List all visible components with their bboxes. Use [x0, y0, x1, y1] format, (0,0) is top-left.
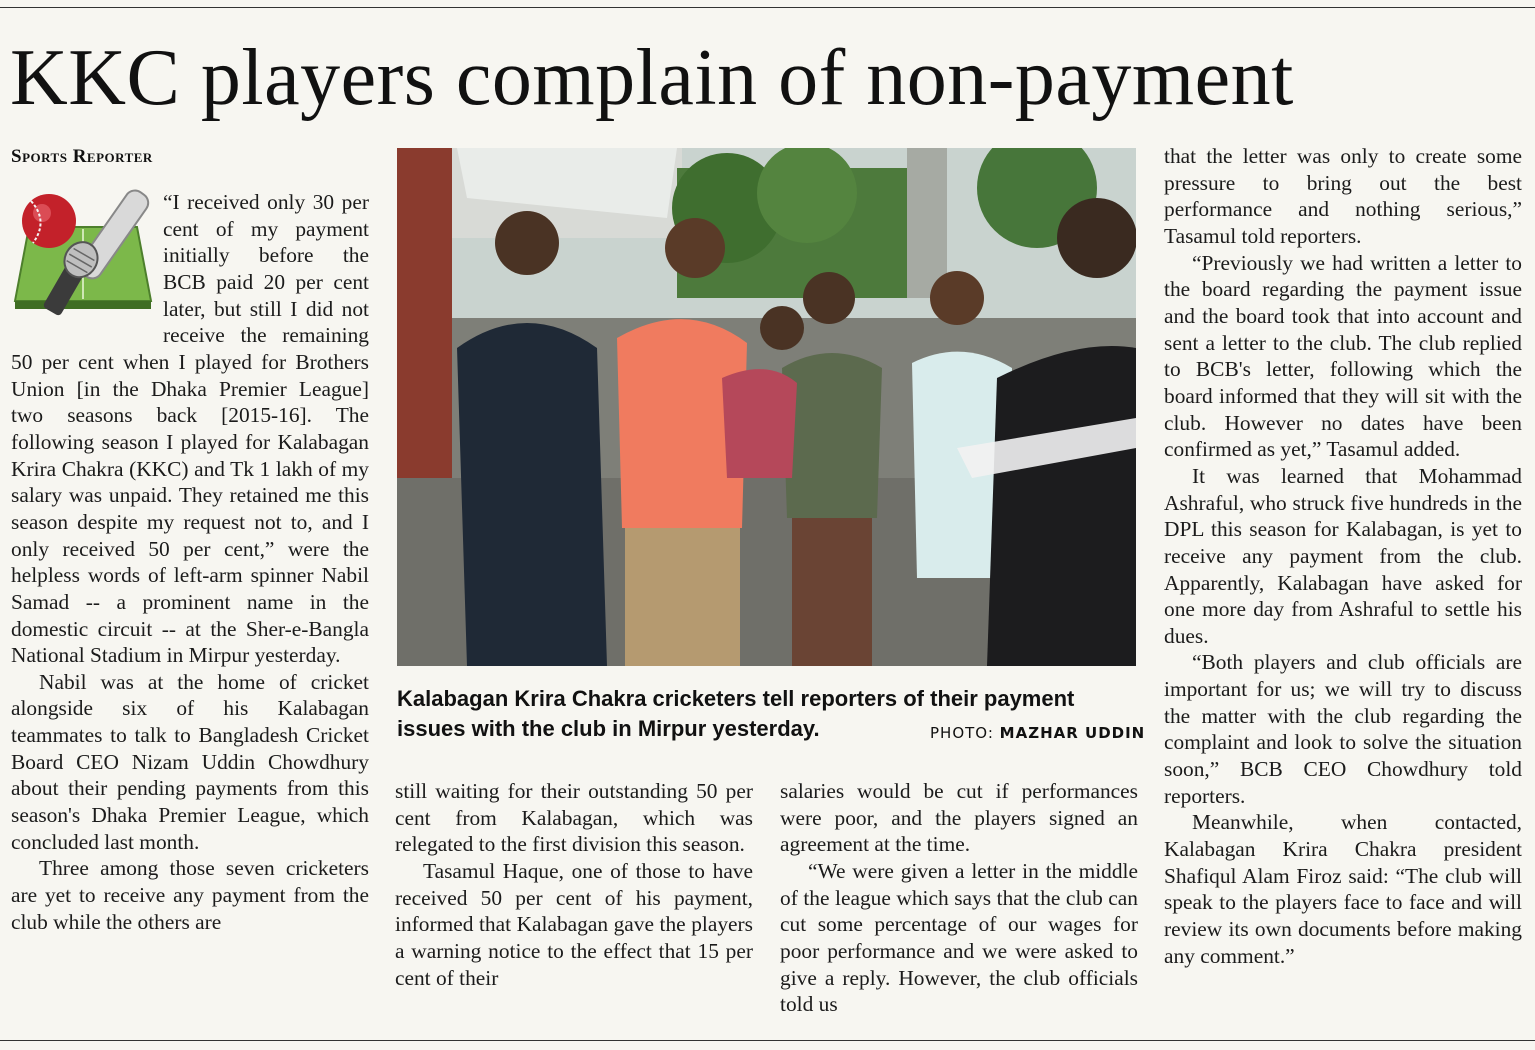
- photo-credit-name: MAZHAR UDDIN: [999, 724, 1146, 742]
- article-column-3: [780, 778, 1138, 1028]
- paragraph: salaries would be cut if performances were poor, and the players signed an agreement at the time.: [780, 779, 1138, 857]
- paragraph: Nabil was at the home of cricket alongside six of his Kalabagan teammates to talk to Bangladesh Cricket Board CEO Nizam Uddin Chowdhury about their pending payments from this season's Dhaka Premier League, which concluded last month.: [11, 669, 369, 854]
- paragraph: Three among those seven cricketers are yet to receive any payment from the club while the others are: [11, 856, 369, 934]
- photo-credit-label: PHOTO:: [930, 724, 994, 742]
- paragraph: “I received only 30 per cent of my payment initially before the BCB paid 20 per cent later, but still I did not receive the remaining 50 per cent when I played for Brothers Union [in the Dhaka Premier League] two seasons back [2015-16]. The following season I played for Kalabagan Krira Chakra (KKC) and Tk 1 lakh of my salary was unpaid. They retained me this season despite my request not to, and I only received 50 per cent,” were the helpless words of left-arm spinner Nabil Samad -- a prominent name in the domestic circuit -- at the Sher-e-Bangla National Stadium in Mirpur yesterday.: [11, 190, 369, 668]
- bottom-rule: [0, 1040, 1535, 1041]
- paragraph: Meanwhile, when contacted, Kalabagan Krira Chakra president Shafiqul Alam Firoz said: “The club will speak to the players face to face and will review its own documents before making any comment.”: [1164, 810, 1522, 968]
- paragraph: Tasamul Haque, one of those to have received 50 per cent of his payment, informed that Kalabagan gave the players a warning notice to the effect that 15 per cent of their: [395, 858, 753, 990]
- cricket-ball-bat-microphone-icon: [11, 189, 159, 319]
- article-column-2: [395, 778, 753, 1028]
- news-photo: [397, 148, 1136, 666]
- paragraph: It was learned that Mohammad Ashraful, who struck five hundreds in the DPL this season for Kalabagan, is yet to receive any payment from the club. Apparently, Kalabagan have asked for one more day from Ashraful to settle his dues.: [1164, 463, 1522, 648]
- photo-credit: [930, 724, 1145, 742]
- paragraph: “We were given a letter in the middle of the league which says that the club can cut some percentage of our wages for poor performance and we were asked to give a reply. However, the club officials told us: [780, 858, 1138, 1017]
- paragraph: still waiting for their outstanding 50 per cent from Kalabagan, which was relegated to the first division this season.: [395, 779, 753, 857]
- article-column-4: [1164, 143, 1522, 1033]
- top-rule: [0, 7, 1535, 8]
- headline: KKC players complain of non-payment: [10, 34, 1294, 122]
- article-column-1: [11, 189, 369, 1029]
- byline: Sports Reporter: [11, 146, 153, 167]
- paragraph: “Previously we had written a letter to the board regarding the payment issue and the board took that into account and sent a letter to the club. The club replied to BCB's letter, following which the board informed that they will sit with the club. However no dates have been confirmed as yet,” Tasamul added.: [1164, 250, 1522, 462]
- photo-caption: Kalabagan Krira Chakra cricketers tell reporters of their payment issues with the club in Mirpur yesterday.: [397, 686, 1075, 741]
- paragraph: “Both players and club officials are important for us; we will try to discuss the matter with the club regarding the complaint and look to solve the situation soon,” BCB CEO Chowdhury told reporters.: [1164, 650, 1522, 808]
- paragraph: that the letter was only to create some pressure to bring out the best performance and nothing serious,” Tasamul told reporters.: [1164, 144, 1522, 248]
